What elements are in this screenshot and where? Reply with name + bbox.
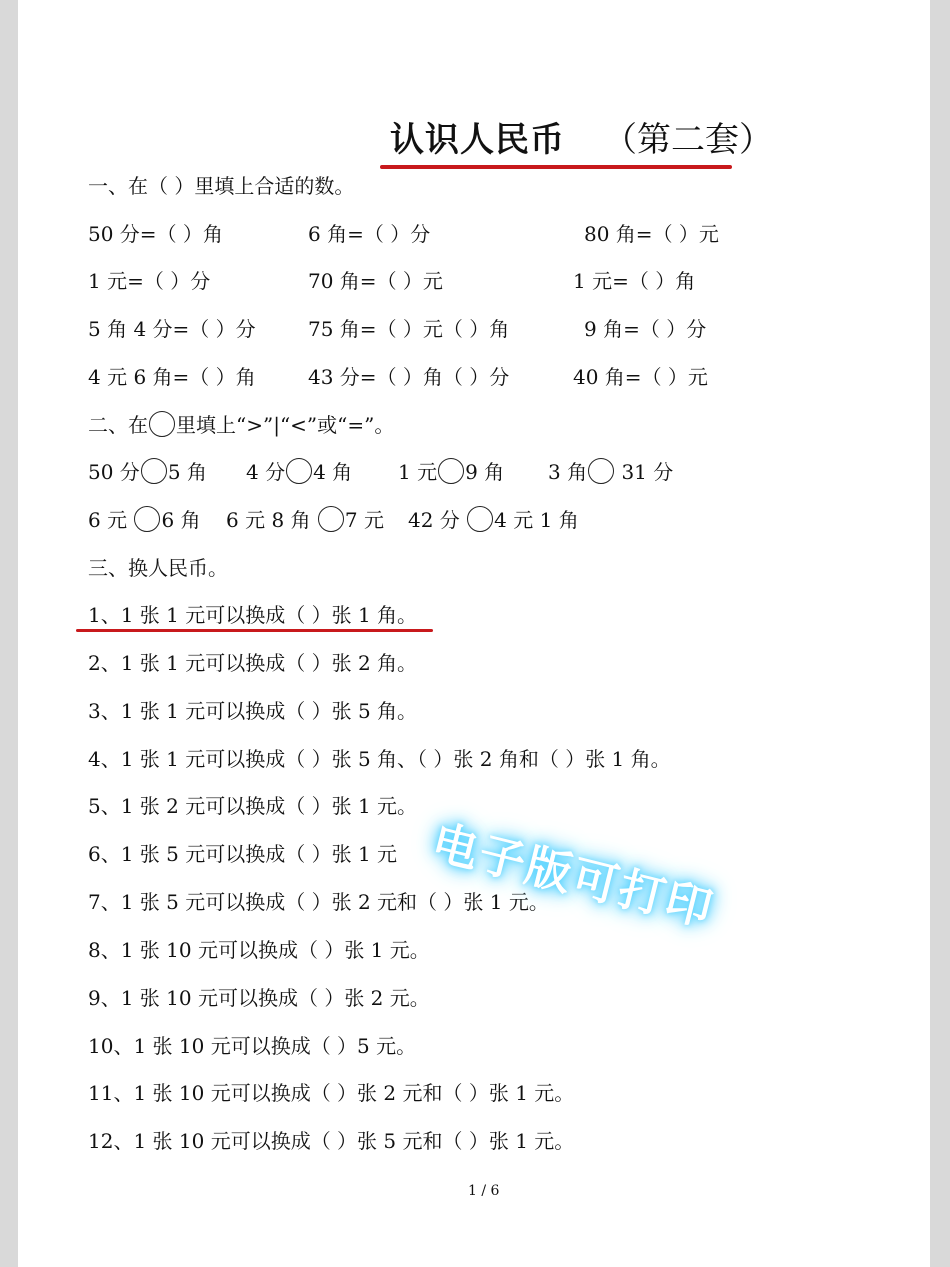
compare-circle[interactable]: [134, 506, 160, 532]
exchange-item-6: 6、1 张 5 元可以换成（ ）张 1 元: [88, 842, 398, 866]
compare-circle[interactable]: [438, 458, 464, 484]
s1-r4-c2: 43 分=（ ）角（ ）分: [308, 365, 510, 389]
exchange-item-10: 10、1 张 10 元可以换成（ ）5 元。: [88, 1034, 417, 1058]
exchange-item-9: 9、1 张 10 元可以换成（ ）张 2 元。: [88, 986, 430, 1010]
watermark: 电子版可打印: [426, 814, 720, 937]
s1-r3-c2: 75 角=（ ）元（ ）角: [308, 317, 510, 341]
s2-r1-item2: [246, 458, 352, 486]
compare-circle[interactable]: [588, 458, 614, 484]
compare-right: 7 元: [344, 508, 384, 532]
s1-r2-c2: 70 角=（ ）元: [308, 269, 443, 293]
s1-r2-c1: 1 元=（ ）分: [88, 269, 211, 293]
section1-heading: 一、在（ ）里填上合适的数。: [88, 174, 355, 198]
s1-r1-c3: 80 角=（ ）元: [584, 222, 719, 246]
exchange-item-7: 7、1 张 5 元可以换成（ ）张 2 元和（ ）张 1 元。: [88, 890, 549, 914]
compare-left: 1 元: [398, 460, 438, 484]
compare-right: 6 角: [161, 508, 201, 532]
exchange-item-11: 11、1 张 10 元可以换成（ ）张 2 元和（ ）张 1 元。: [88, 1081, 575, 1105]
s2-r1-item4: [548, 458, 673, 486]
exchange-item-5: 5、1 张 2 元可以换成（ ）张 1 元。: [88, 794, 418, 818]
section2-heading-pre: 二、在: [88, 413, 148, 437]
compare-right: 9 角: [465, 460, 505, 484]
section2-heading: [88, 411, 394, 439]
title-underline: [380, 165, 732, 169]
compare-left: 50 分: [88, 460, 140, 484]
page-number: 1 / 6: [468, 1183, 500, 1199]
s1-r4-c3: 40 角=（ ）元: [573, 365, 708, 389]
compare-circle[interactable]: [286, 458, 312, 484]
s2-r1-item1: [88, 458, 207, 486]
item1-underline: [76, 629, 433, 632]
s2-r2-item1: [88, 506, 201, 534]
circle-icon: [149, 411, 175, 437]
s1-r3-c1: 5 角 4 分=（ ）分: [88, 317, 256, 341]
compare-right: 4 角: [313, 460, 353, 484]
compare-circle[interactable]: [467, 506, 493, 532]
section2-heading-post: 里填上“>”|“<”或“=”。: [176, 413, 395, 437]
compare-right: 31 分: [615, 460, 674, 484]
title-main: 认识人民币: [390, 120, 565, 160]
s1-r2-c3: 1 元=（ ）角: [573, 269, 696, 293]
exchange-item-4: 4、1 张 1 元可以换成（ ）张 5 角、（ ）张 2 角和（ ）张 1 角。: [88, 747, 671, 771]
compare-left: 6 元: [88, 508, 134, 532]
compare-circle[interactable]: [141, 458, 167, 484]
s2-r1-item3: [398, 458, 504, 486]
compare-left: 4 分: [246, 460, 286, 484]
exchange-item-12: 12、1 张 10 元可以换成（ ）张 5 元和（ ）张 1 元。: [88, 1129, 575, 1153]
compare-left: 6 元 8 角: [226, 508, 317, 532]
compare-circle[interactable]: [318, 506, 344, 532]
s1-r4-c1: 4 元 6 角=（ ）角: [88, 365, 256, 389]
exchange-item-2: 2、1 张 1 元可以换成（ ）张 2 角。: [88, 651, 418, 675]
page-title: [390, 112, 773, 161]
compare-left: 42 分: [408, 508, 467, 532]
section3-heading: 三、换人民币。: [88, 556, 228, 580]
exchange-item-8: 8、1 张 10 元可以换成（ ）张 1 元。: [88, 938, 430, 962]
s1-r1-c1: 50 分=（ ）角: [88, 222, 223, 246]
compare-left: 3 角: [548, 460, 588, 484]
s2-r2-item2: [226, 506, 384, 534]
s1-r1-c2: 6 角=（ ）分: [308, 222, 431, 246]
compare-right: 5 角: [167, 460, 207, 484]
exchange-item-1: 1、1 张 1 元可以换成（ ）张 1 角。: [88, 603, 418, 627]
compare-right: 4 元 1 角: [494, 508, 579, 532]
s2-r2-item3: [408, 506, 579, 534]
s1-r3-c3: 9 角=（ ）分: [584, 317, 707, 341]
title-sub: （第二套）: [603, 120, 773, 160]
exchange-item-3: 3、1 张 1 元可以换成（ ）张 5 角。: [88, 699, 418, 723]
